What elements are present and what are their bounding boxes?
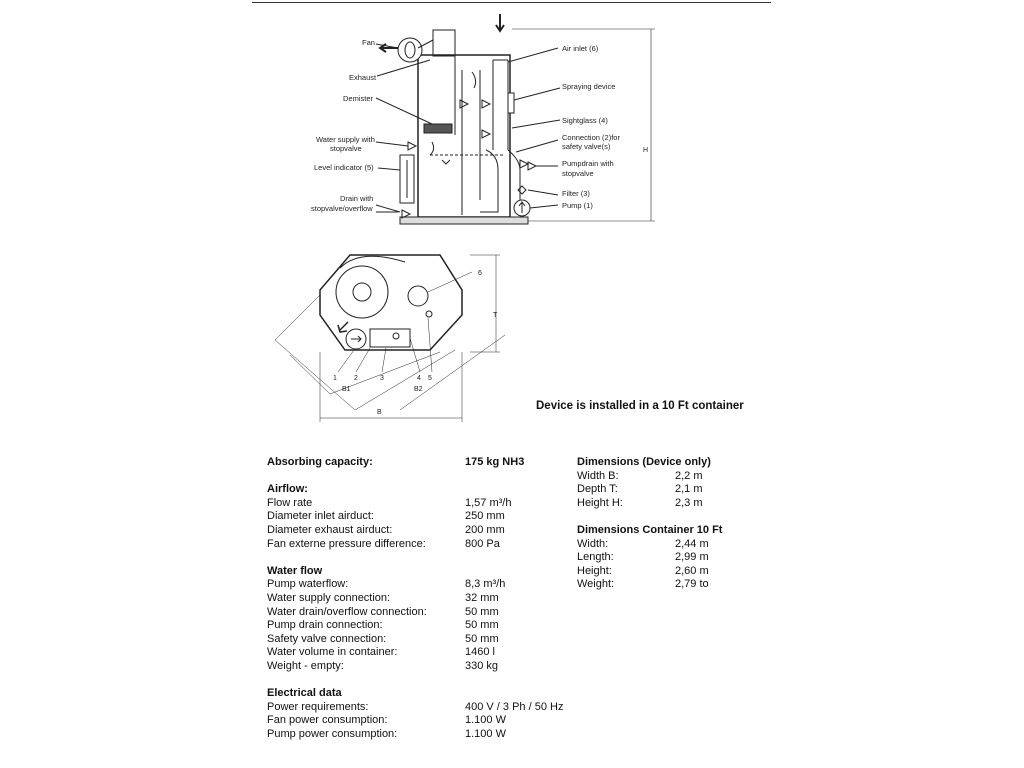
spec-value: 50 mm xyxy=(465,605,499,618)
label-water-supply: Water supply with xyxy=(316,135,375,144)
label-pump: Pump (1) xyxy=(562,201,593,210)
spec-row xyxy=(577,551,722,565)
spec-value: 330 kg xyxy=(465,659,499,672)
spec-label: Height: xyxy=(577,564,612,577)
plan-labels xyxy=(333,270,498,416)
spec-row xyxy=(577,538,722,552)
spec-value: 400 V / 3 Ph / 50 Hz xyxy=(465,700,564,713)
spec-label: Height H: xyxy=(577,496,623,509)
exhaust-stack xyxy=(433,30,455,56)
label-connection: Connection (2)for xyxy=(562,133,620,142)
spec-value: 1.100 W xyxy=(465,727,506,740)
label-exhaust: Exhaust xyxy=(349,73,377,82)
plan-label-3: 3 xyxy=(380,375,384,382)
label-connection-2: safety valve(s) xyxy=(562,142,611,151)
spec-value: 2,1 m xyxy=(675,483,703,496)
elevation-view xyxy=(376,14,655,224)
spec-row xyxy=(577,470,722,484)
spec-row xyxy=(577,565,722,579)
spec-label: Fan power consumption: xyxy=(267,714,388,727)
plan-label-5: 5 xyxy=(428,375,432,382)
demister xyxy=(424,124,452,133)
spec-label: Water supply connection: xyxy=(267,591,391,604)
spec-row xyxy=(267,660,563,674)
spec-row xyxy=(267,619,563,633)
plan-label-b1: B1 xyxy=(342,386,351,393)
plan-inlet-circle xyxy=(408,286,428,306)
spec-value: 250 mm xyxy=(465,510,505,523)
absorbing-row xyxy=(267,456,563,470)
spec-row xyxy=(577,578,722,592)
spec-label: Water volume in container: xyxy=(267,646,398,659)
spec-value: 2,60 m xyxy=(675,564,709,577)
spec-label: Fan externe pressure difference: xyxy=(267,537,426,550)
spec-label: Width B: xyxy=(577,469,619,482)
label-sightglass: Sightglass (4) xyxy=(562,116,608,125)
spec-row xyxy=(267,592,563,606)
container-note: Device is installed in a 10 Ft container xyxy=(536,400,744,412)
spec-value: 800 Pa xyxy=(465,537,500,550)
left-specs xyxy=(267,456,563,741)
label-spraying-device: Spraying device xyxy=(562,82,616,91)
spec-value: 1.100 W xyxy=(465,714,506,727)
spec-label: Water drain/overflow connection: xyxy=(267,605,427,618)
spec-value: 2,99 m xyxy=(675,551,709,564)
label-height: H xyxy=(643,147,649,154)
label-drain: Drain with xyxy=(340,194,374,203)
label-water-supply-2: stopvalve xyxy=(330,144,362,153)
absorbing-label: Absorbing capacity: xyxy=(267,456,373,468)
airflow-title: Airflow: xyxy=(267,483,308,496)
electrical-title: Electrical data xyxy=(267,687,342,700)
dimensions-device-title: Dimensions (Device only) xyxy=(577,456,711,468)
plan-label-b2: B2 xyxy=(414,386,423,393)
spec-label: Weight: xyxy=(577,578,615,591)
absorbing-value: 175 kg NH3 xyxy=(465,456,525,468)
spec-label: Length: xyxy=(577,551,614,564)
label-pumpdrain: Pumpdrain with xyxy=(562,159,614,168)
spec-label: Diameter exhaust airduct: xyxy=(267,523,393,536)
label-drain-2: stopvalve/overflow xyxy=(311,204,373,213)
right-specs xyxy=(577,456,722,592)
spec-row xyxy=(267,646,563,660)
plan-view xyxy=(275,255,505,422)
plan-octagon xyxy=(320,255,462,350)
spec-value: 2,3 m xyxy=(675,496,703,509)
spec-value: 1460 l xyxy=(465,646,495,659)
label-demister: Demister xyxy=(343,94,374,103)
spec-value: 200 mm xyxy=(465,523,505,536)
spec-row xyxy=(267,524,563,538)
plan-label-6: 6 xyxy=(478,270,482,277)
spec-label: Pump waterflow: xyxy=(267,578,349,591)
spec-row xyxy=(267,633,563,647)
label-air-inlet: Air inlet (6) xyxy=(562,44,599,53)
spec-row xyxy=(267,701,563,715)
spec-row xyxy=(267,714,563,728)
spec-row xyxy=(577,497,722,511)
spec-label: Flow rate xyxy=(267,496,313,509)
spec-label: Width: xyxy=(577,537,609,550)
spec-row xyxy=(267,497,563,511)
plan-tank-circle xyxy=(336,266,388,318)
spec-value: 2,44 m xyxy=(675,537,709,550)
spec-value: 2,2 m xyxy=(675,469,703,482)
dimensions-container-title: Dimensions Container 10 Ft xyxy=(577,523,723,536)
label-level-indicator: Level indicator (5) xyxy=(314,163,374,172)
spec-label: Diameter inlet airduct: xyxy=(267,510,374,523)
plan-label-1: 1 xyxy=(333,375,337,382)
spec-row xyxy=(267,606,563,620)
label-pumpdrain-2: stopvalve xyxy=(562,169,594,178)
spec-label: Safety valve connection: xyxy=(267,632,387,645)
spec-row xyxy=(267,538,563,552)
base-plate xyxy=(400,217,528,224)
spec-label: Weight - empty: xyxy=(267,659,344,672)
plan-label-2: 2 xyxy=(354,375,358,382)
spec-row xyxy=(267,728,563,742)
label-fan: Fan xyxy=(362,38,375,47)
spec-value: 8,3 m³/h xyxy=(465,578,506,591)
spec-value: 50 mm xyxy=(465,632,499,645)
waterflow-title: Water flow xyxy=(267,564,323,577)
plan-label-b: B xyxy=(377,409,382,416)
spec-label: Pump power consumption: xyxy=(267,727,398,740)
spec-value: 1,57 m³/h xyxy=(465,496,512,509)
spec-row xyxy=(267,578,563,592)
spec-row xyxy=(577,483,722,497)
spec-label: Depth T: xyxy=(577,483,618,496)
tank-body xyxy=(418,55,510,217)
spec-value: 32 mm xyxy=(465,591,499,604)
plan-label-4: 4 xyxy=(417,375,421,382)
plan-label-t: T xyxy=(493,312,498,319)
spraying-device xyxy=(508,93,514,113)
spec-row xyxy=(267,510,563,524)
spec-label: Pump drain connection: xyxy=(267,619,383,632)
spec-label: Power requirements: xyxy=(267,700,369,713)
label-filter: Filter (3) xyxy=(562,189,590,198)
spec-value: 2,79 to xyxy=(675,578,709,591)
spec-value: 50 mm xyxy=(465,619,499,632)
